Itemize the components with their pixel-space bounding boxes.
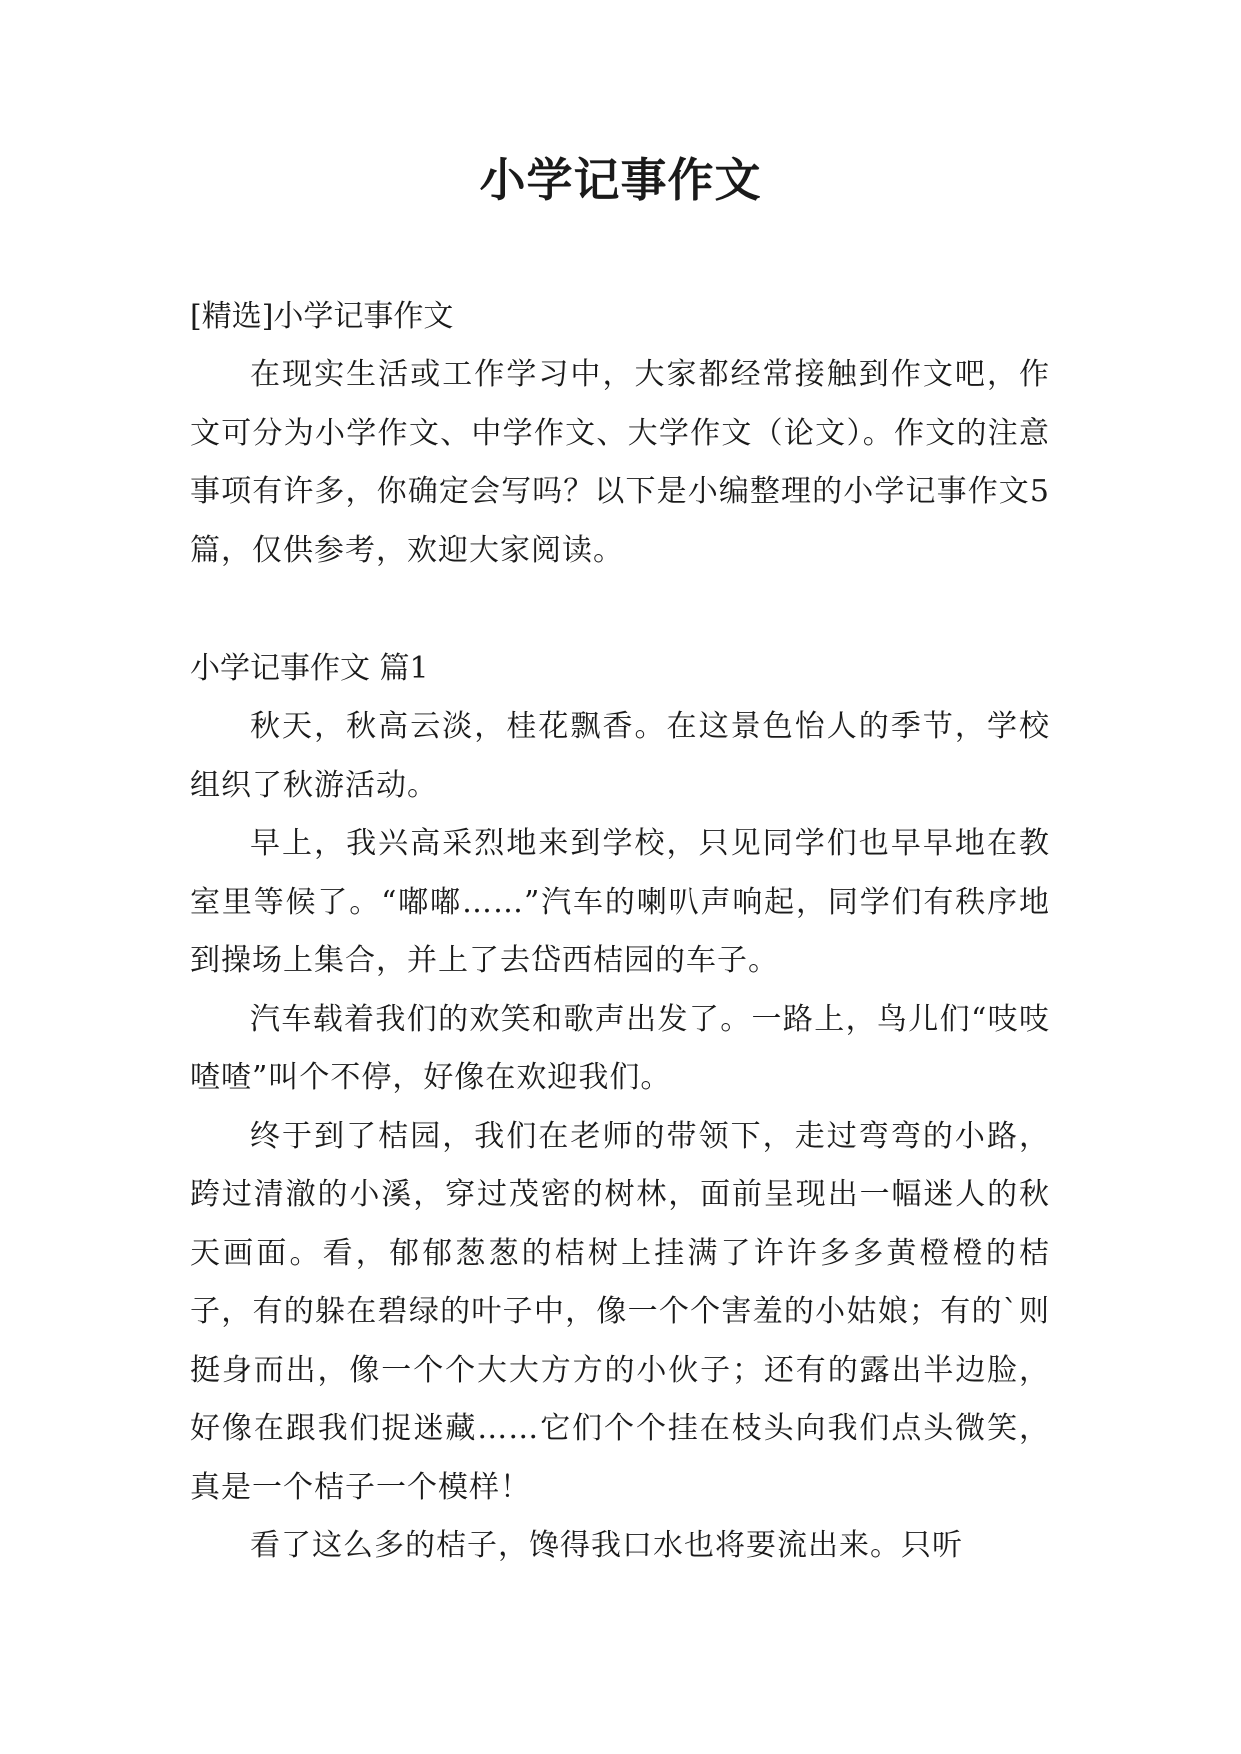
document-title: 小学记事作文 — [479, 153, 762, 207]
body-paragraph: 汽车载着我们的欢笑和歌声出发了。一路上，鸟儿们“吱吱喳喳”叫个不停，好像在欢迎我们。 — [190, 1001, 1050, 1095]
section-spacer — [190, 580, 1050, 640]
intro-paragraph: 在现实生活或工作学习中，大家都经常接触到作文吧，作文可分为小学作文、中学作文、大学作文（论文）。作文的注意事项有许多，你确定会写吗？以下是小编整理的小学记事作文5篇，仅供参考，欢迎大家阅读。 — [190, 357, 1050, 568]
body-paragraph: 早上，我兴高采烈地来到学校，只见同学们也早早地在教室里等候了。“嘟嘟……”汽车的喇叭声响起，同学们有秩序地到操场上集合，并上了去岱西桔园的车子。 — [190, 826, 1050, 978]
document-body — [190, 288, 1050, 1576]
body-paragraph: 看了这么多的桔子，馋得我口水也将要流出来。只听 — [250, 1528, 963, 1563]
body-paragraph: 秋天，秋高云淡，桂花飘香。在这景色怡人的季节，学校组织了秋游活动。 — [190, 709, 1050, 803]
section-heading: 小学记事作文 篇1 — [190, 651, 429, 686]
body-paragraph: 终于到了桔园，我们在老师的带领下，走过弯弯的小路，跨过清澈的小溪，穿过茂密的树林，面前呈现出一幅迷人的秋天画面。看，郁郁葱葱的桔树上挂满了许许多多黄橙橙的桔子，有的躲在碧绿的叶子中，像一个个害羞的小姑娘；有的`则挺身而出，像一个个大大方方的小伙子；还有的露出半边脸，好像在跟我们捉迷藏……它们个个挂在枝头向我们点头微笑，真是一个桔子一个模样！ — [190, 1118, 1050, 1505]
intro-label: [精选]小学记事作文 — [190, 299, 454, 334]
